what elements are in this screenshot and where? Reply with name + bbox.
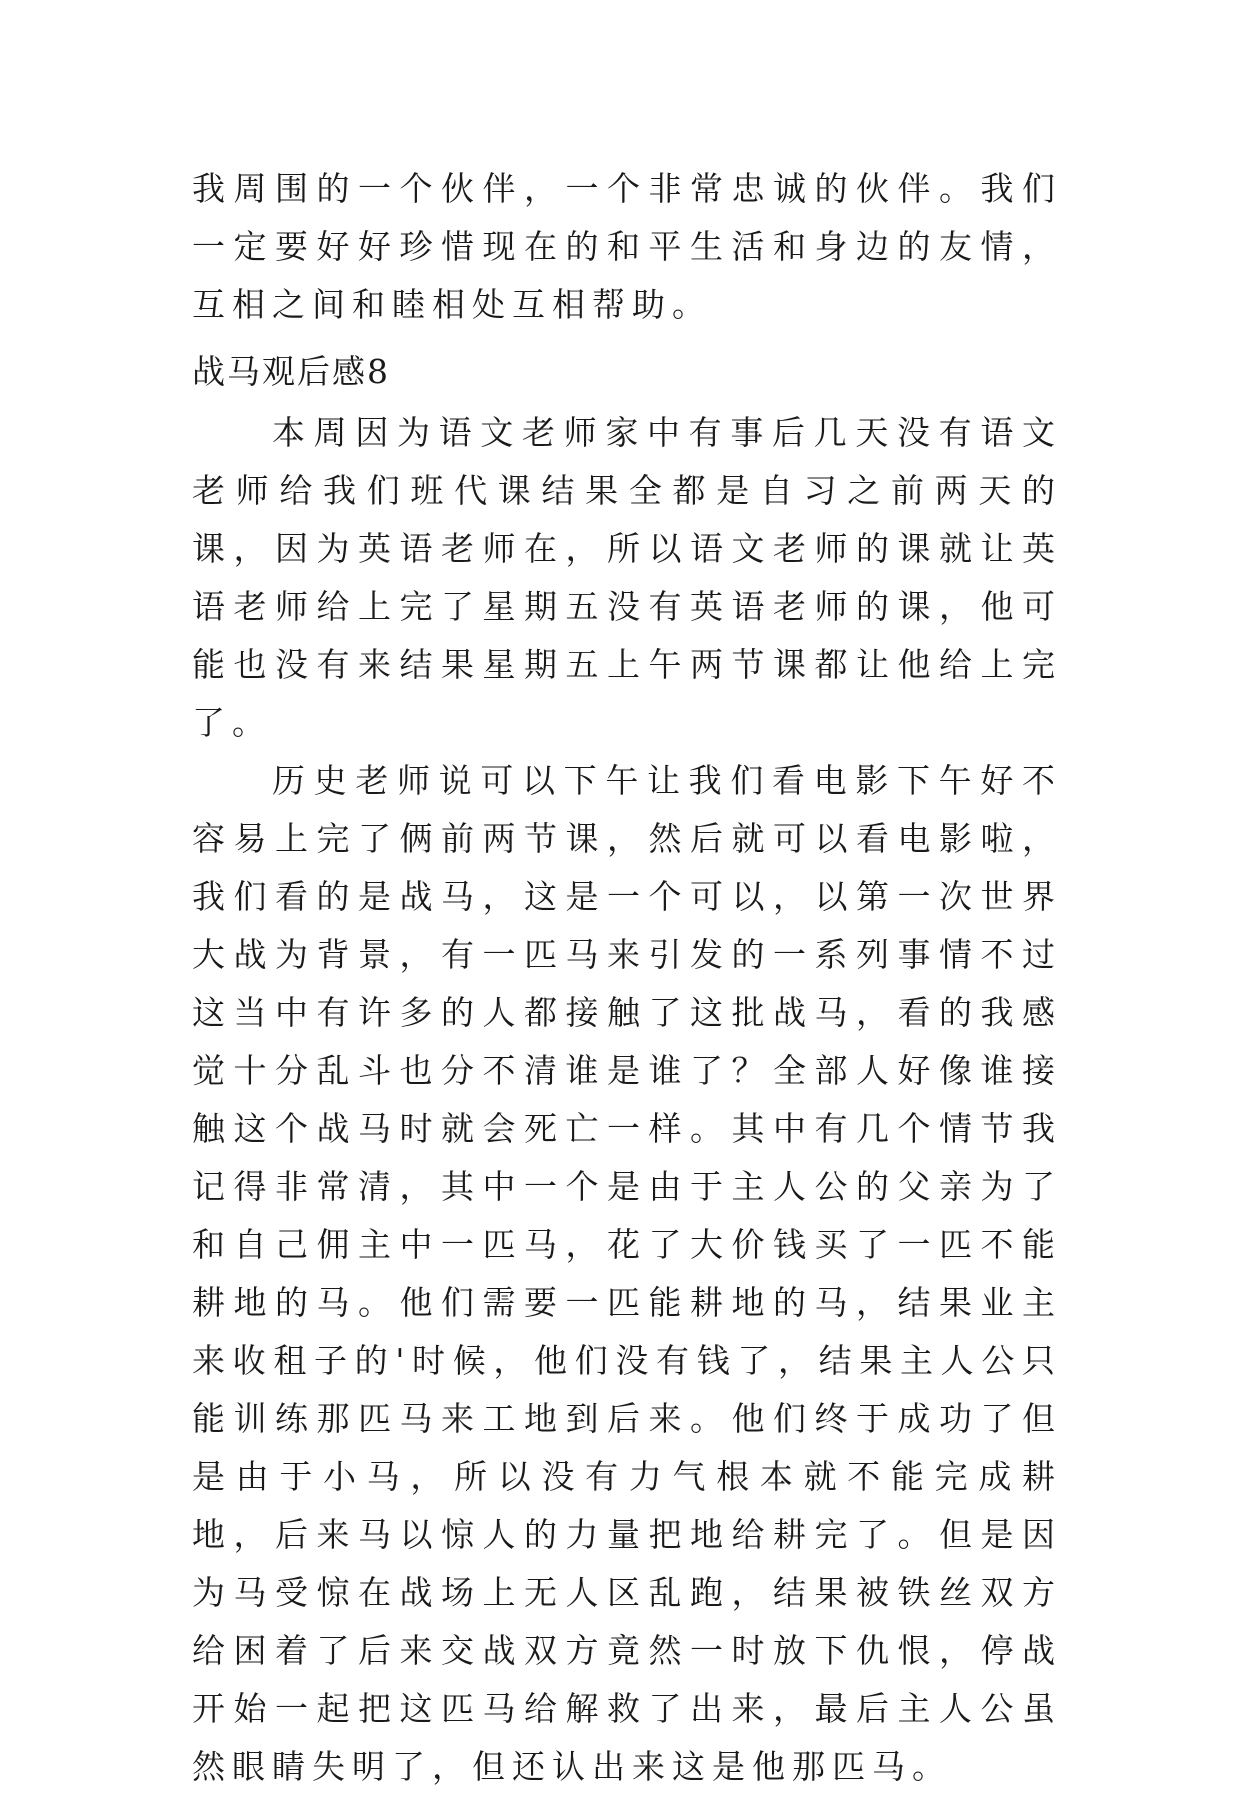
- document-page: [192, 160, 1062, 1796]
- body-paragraph-1: 本周因为语文老师家中有事后几天没有语文老师给我们班代课结果全都是自习之前两天的课，因为英语老师在，所以语文老师的课就让英语老师给上完了星期五没有英语老师的课，他可能也没有来结果星期五上午两节课都让他给上完了。: [192, 413, 1062, 742]
- body-paragraph-2: 历史老师说可以下午让我们看电影下午好不容易上完了俩前两节课，然后就可以看电影啦，我们看的是战马，这是一个可以，以第一次世界大战为背景，有一匹马来引发的一系列事情不过这当中有许多的人都接触了这批战马，看的我感觉十分乱斗也分不清谁是谁了？全部人好像谁接触这个战马时就会死亡一样。其中有几个情节我记得非常清，其中一个是由于主人公的父亲为了和自己佣主中一匹马，花了大价钱买了一匹不能耕地的马。他们需要一匹能耕地的马，结果业主来收租子的'时候，他们没有钱了，结果主人公只能训练那匹马来工地到后来。他们终于成功了但是由于小马，所以没有力气根本就不能完成耕地，后来马以惊人的力量把地给耕完了。但是因为马受惊在战场上无人区乱跑，结果被铁丝双方给困着了后来交战双方竟然一时放下仇恨，停战开始一起把这匹马给解救了出来，最后主人公虽然眼睛失明了，但还认出来这是他那匹马。: [192, 761, 1062, 1786]
- section-title: 战马观后感8: [192, 352, 390, 391]
- continuation-paragraph: 我周围的一个伙伴，一个非常忠诚的伙伴。我们一定要好好珍惜现在的和平生活和身边的友情，互相之间和睦相处互相帮助。: [192, 169, 1062, 324]
